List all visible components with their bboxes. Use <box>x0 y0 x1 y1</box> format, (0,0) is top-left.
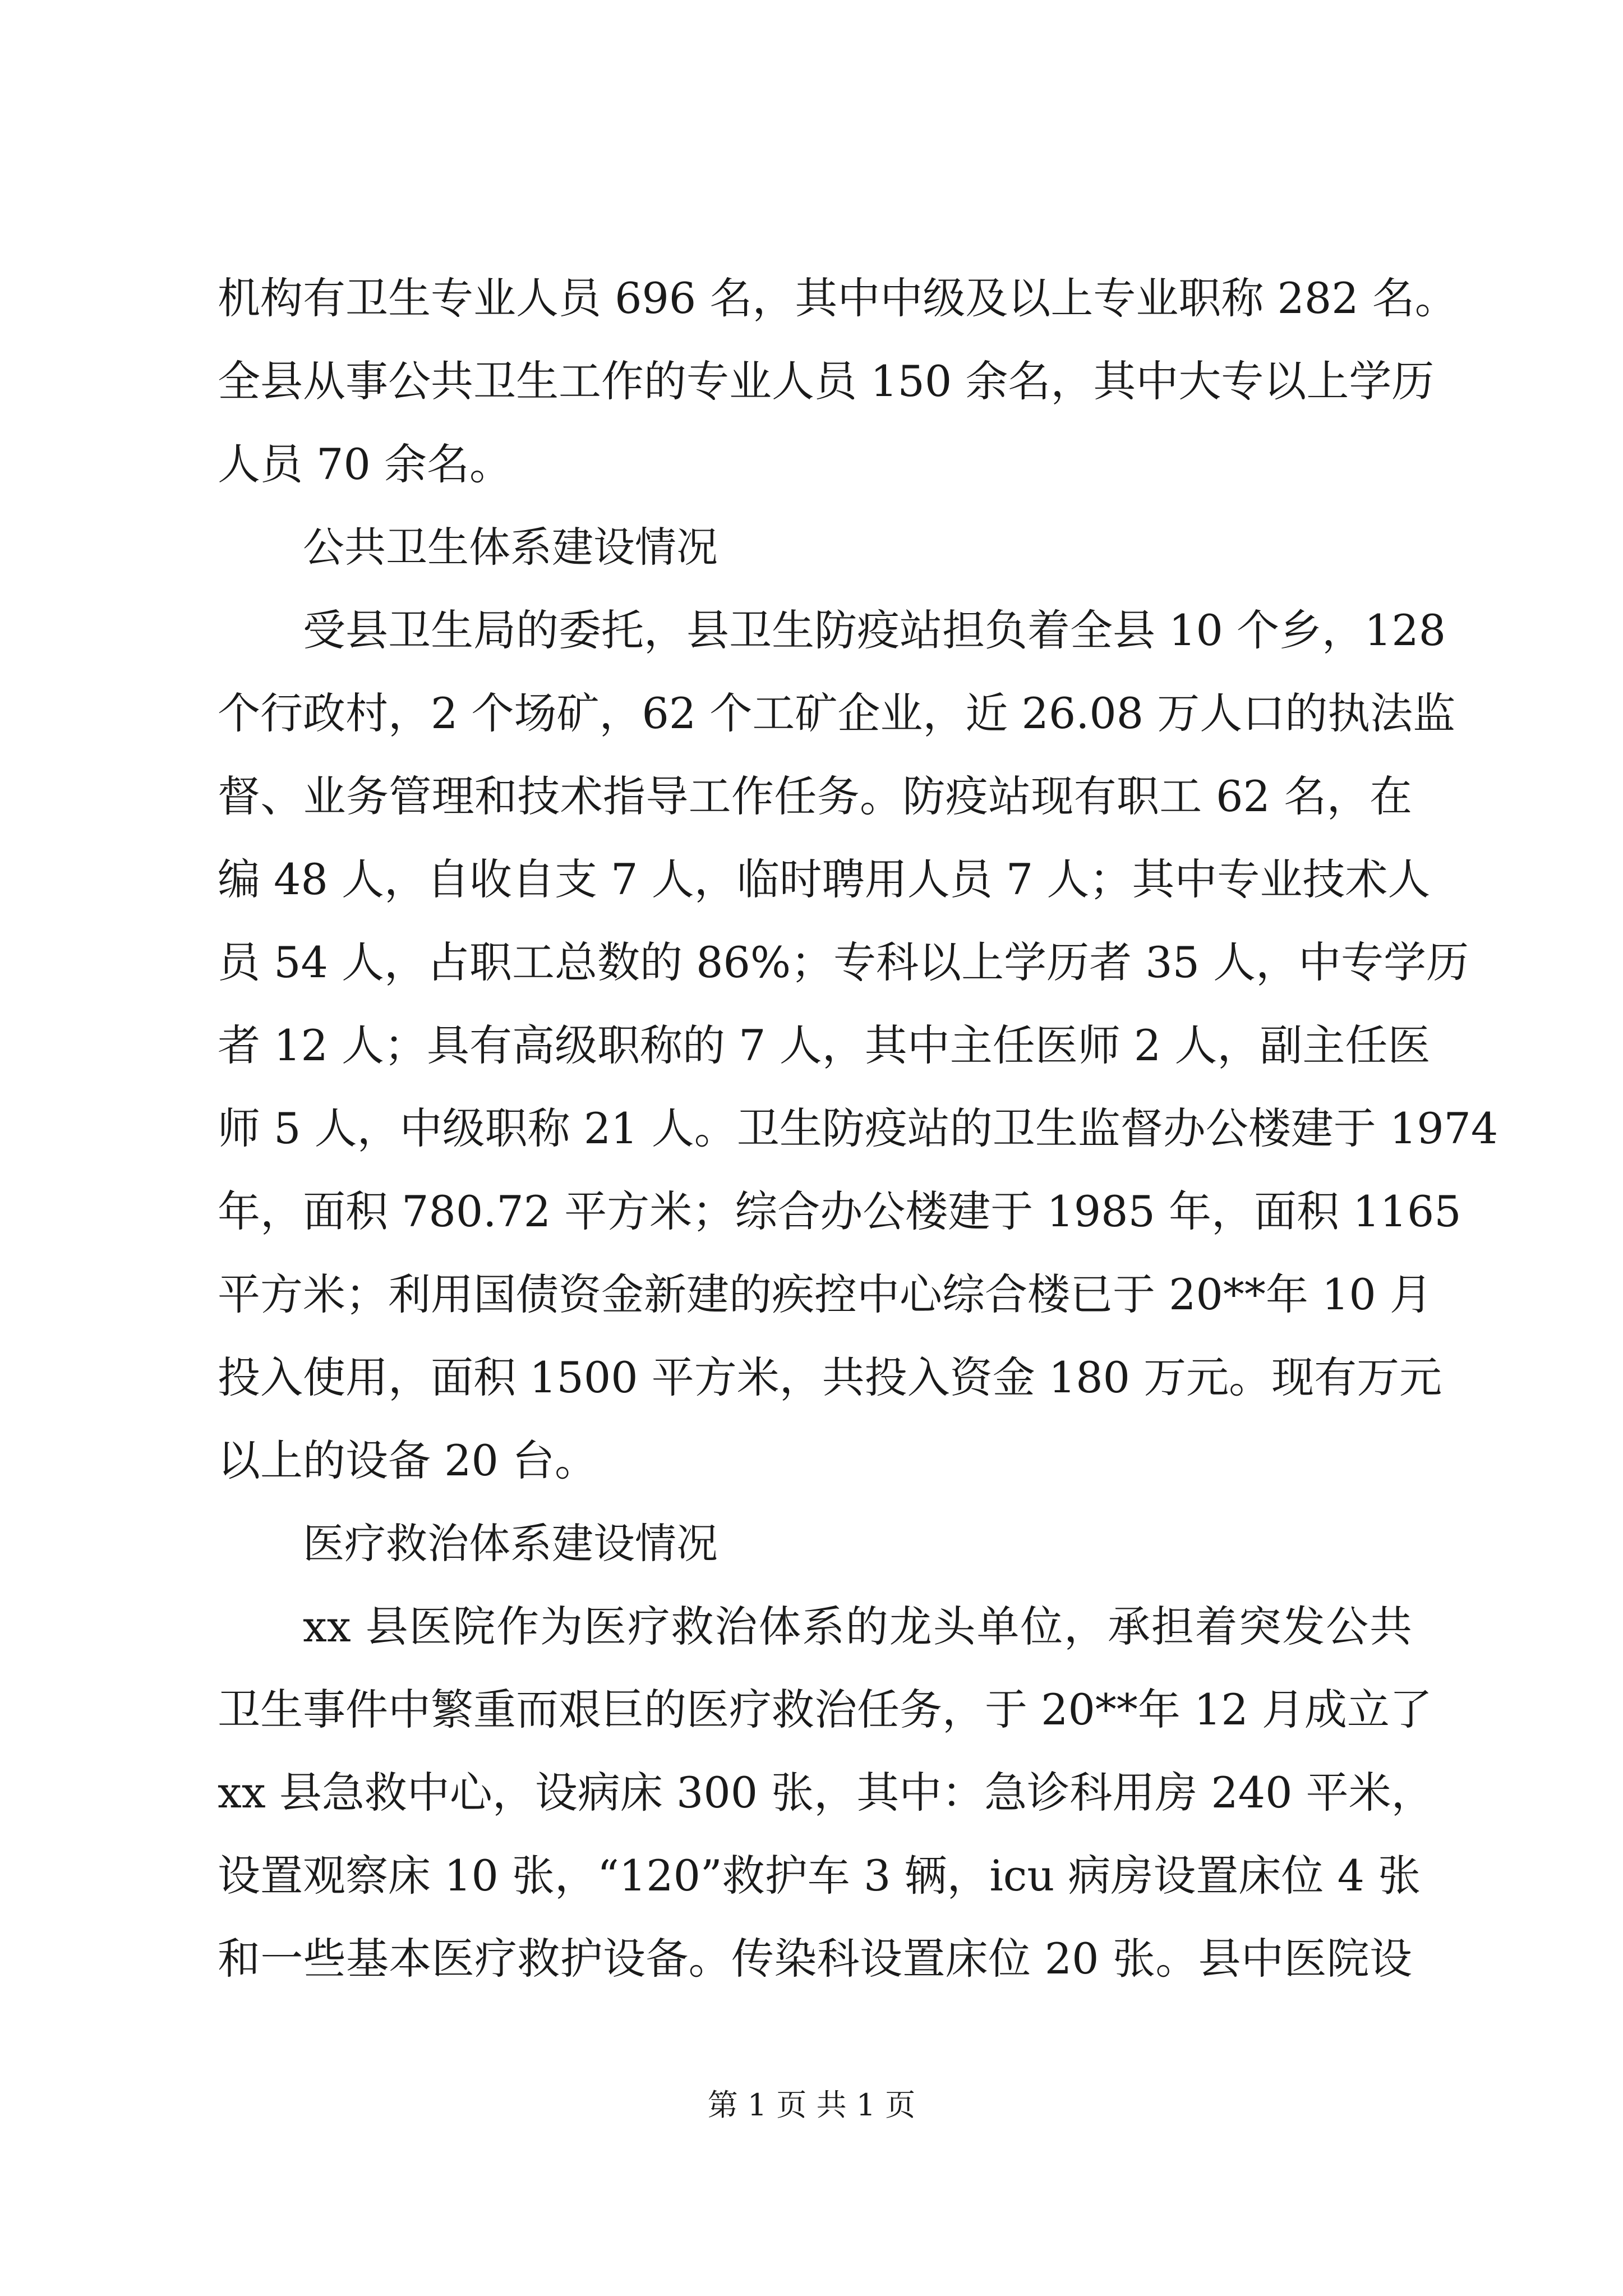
section-heading: 公共卫生体系建设情况 <box>303 523 718 572</box>
text-line: 员 54 人，占职工总数的 86%；专科以上学历者 35 人，中专学历 <box>218 937 1469 987</box>
text-line: 和一些基本医疗救护设备。传染科设置床位 20 张。县中医院设 <box>218 1934 1412 1984</box>
text-line: 人员 70 余名。 <box>218 439 513 489</box>
text-line: 年，面积 780.72 平方米；综合办公楼建于 1985 年，面积 1165 <box>218 1186 1461 1236</box>
text-line: xx 县急救中心，设病床 300 张，其中：急诊科用房 240 平米， <box>218 1768 1434 1818</box>
paragraph-first-line: 受县卫生局的委托，县卫生防疫站担负着全县 10 个乡，128 <box>303 605 1446 655</box>
paragraph-first-line: xx 县医院作为医疗救治体系的龙头单位，承担着突发公共 <box>303 1602 1412 1651</box>
text-line: 设置观察床 10 张，“120”救护车 3 辆，icu 病房设置床位 4 张 <box>218 1851 1421 1901</box>
text-line: 个行政村，2 个场矿，62 个工矿企业，近 26.08 万人口的执法监 <box>218 688 1456 738</box>
page-footer: 第 1 页 共 1 页 <box>707 2087 916 2123</box>
text-line: 者 12 人；具有高级职称的 7 人，其中主任医师 2 人，副主任医 <box>218 1020 1431 1070</box>
text-line: 机构有卫生专业人员 696 名，其中中级及以上专业职称 282 名。 <box>218 273 1458 323</box>
text-line: 投入使用，面积 1500 平方米，共投入资金 180 万元。现有万元 <box>218 1352 1442 1402</box>
text-line: 卫生事件中繁重而艰巨的医疗救治任务，于 20**年 12 月成立了 <box>218 1685 1432 1734</box>
text-line: 全县从事公共卫生工作的专业人员 150 余名，其中大专以上学历 <box>218 356 1435 406</box>
text-line: 编 48 人，自收自支 7 人，临时聘用人员 7 人；其中专业技术人 <box>218 854 1431 904</box>
text-line: 师 5 人，中级职称 21 人。卫生防疫站的卫生监督办公楼建于 1974 <box>218 1103 1498 1153</box>
text-line: 平方米；利用国债资金新建的疾控中心综合楼已于 20**年 10 月 <box>218 1269 1432 1319</box>
section-heading: 医疗救治体系建设情况 <box>303 1520 718 1568</box>
document-body <box>218 257 1498 2000</box>
text-line: 督、业务管理和技术指导工作任务。防疫站现有职工 62 名，在 <box>218 771 1412 821</box>
text-line: 以上的设备 20 台。 <box>218 1435 598 1485</box>
